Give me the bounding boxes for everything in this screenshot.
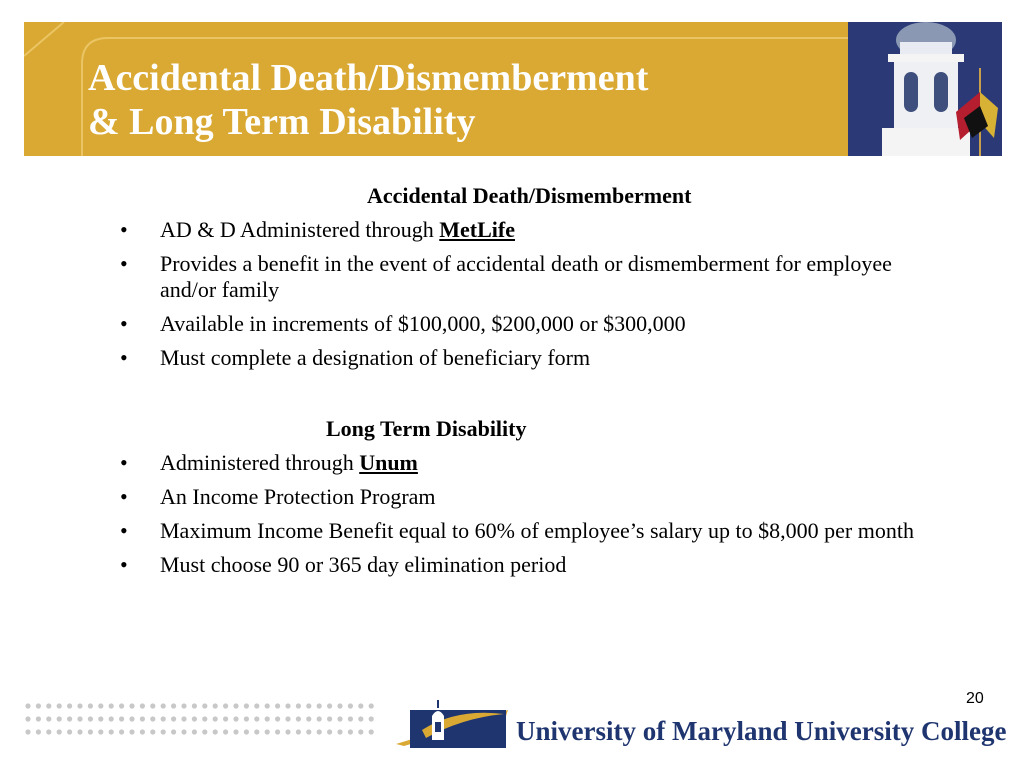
slide-title-line-2: & Long Term Disability (88, 101, 476, 143)
university-name: University of Maryland University College (516, 716, 1007, 746)
provider-name-unum: Unum (359, 450, 418, 475)
list-item (120, 311, 950, 337)
list-item (120, 450, 950, 476)
pattern-dot (150, 703, 155, 708)
slide-number: 20 (966, 690, 984, 707)
pattern-dot (77, 729, 82, 734)
section-heading-add: Accidental Death/Dismemberment (367, 183, 692, 208)
ltd-bullet-list (120, 450, 950, 586)
pattern-dot (337, 729, 342, 734)
pattern-dot (223, 716, 228, 721)
bullet-icon: • (120, 311, 128, 336)
pattern-dot (67, 729, 72, 734)
pattern-dot (202, 703, 207, 708)
pattern-dot (337, 716, 342, 721)
pattern-dot (67, 716, 72, 721)
pattern-dot (296, 729, 301, 734)
pattern-dot (109, 716, 114, 721)
pattern-dot (109, 703, 114, 708)
list-item (120, 217, 950, 243)
pattern-dot (348, 703, 353, 708)
pattern-dot (57, 703, 62, 708)
bullet-text: Must choose 90 or 365 day elimination period (160, 552, 567, 577)
add-bullet-list (120, 217, 950, 379)
pattern-dot (192, 703, 197, 708)
pattern-dot (369, 729, 374, 734)
dot-pattern-icon (24, 702, 384, 746)
title-banner (24, 22, 1002, 156)
list-item (120, 484, 950, 510)
pattern-dot (254, 703, 259, 708)
pattern-dot (317, 703, 322, 708)
provider-name-metlife: MetLife (439, 217, 515, 242)
pattern-dot (140, 716, 145, 721)
pattern-dot (369, 716, 374, 721)
pattern-dot (275, 716, 280, 721)
bullet-text: Available in increments of $100,000, $200,000 or $300,000 (160, 311, 686, 336)
pattern-dot (36, 703, 41, 708)
pattern-dot (171, 729, 176, 734)
pattern-dot (57, 716, 62, 721)
pattern-dot (296, 703, 301, 708)
pattern-dot (254, 729, 259, 734)
pattern-dot (181, 729, 186, 734)
pattern-dot (25, 716, 30, 721)
umuc-cupola-logo-icon (396, 694, 512, 750)
pattern-dot (233, 703, 238, 708)
pattern-dot (150, 729, 155, 734)
pattern-dot (140, 729, 145, 734)
bullet-icon: • (120, 217, 128, 242)
slide-title-line-1: Accidental Death/Dismemberment (88, 57, 649, 99)
pattern-dot (36, 716, 41, 721)
pattern-dot (213, 716, 218, 721)
pattern-dot (223, 703, 228, 708)
pattern-dot (265, 716, 270, 721)
pattern-dot (119, 729, 124, 734)
pattern-dot (306, 716, 311, 721)
pattern-dot (129, 729, 134, 734)
bullet-icon: • (120, 518, 128, 543)
pattern-dot (358, 703, 363, 708)
pattern-dot (161, 729, 166, 734)
pattern-dot (265, 703, 270, 708)
pattern-dot (348, 716, 353, 721)
pattern-dot (129, 716, 134, 721)
pattern-dot (46, 716, 51, 721)
pattern-dot (337, 703, 342, 708)
bullet-text: Must complete a designation of beneficiary form (160, 345, 591, 370)
pattern-dot (119, 703, 124, 708)
slide-title (88, 56, 648, 144)
pattern-dot (223, 729, 228, 734)
pattern-dot (192, 729, 197, 734)
pattern-dot (306, 703, 311, 708)
bullet-text: Administered through (160, 450, 360, 475)
pattern-dot (285, 716, 290, 721)
pattern-dot (327, 703, 332, 708)
pattern-dot (88, 716, 93, 721)
pattern-dot (244, 729, 249, 734)
pattern-dot (88, 729, 93, 734)
pattern-dot (244, 716, 249, 721)
bullet-icon: • (120, 251, 128, 276)
pattern-dot (140, 703, 145, 708)
pattern-dot (296, 716, 301, 721)
pattern-dot (46, 729, 51, 734)
pattern-dot (348, 729, 353, 734)
pattern-dot (88, 703, 93, 708)
pattern-dot (213, 729, 218, 734)
pattern-dot (46, 703, 51, 708)
bullet-icon: • (120, 552, 128, 577)
bullet-text: AD & D Administered through (160, 217, 440, 242)
pattern-dot (233, 716, 238, 721)
bullet-icon: • (120, 450, 128, 475)
pattern-dot (317, 729, 322, 734)
pattern-dot (98, 729, 103, 734)
list-item (120, 518, 950, 544)
pattern-dot (67, 703, 72, 708)
pattern-dot (25, 729, 30, 734)
pattern-dot (109, 729, 114, 734)
pattern-dot (57, 729, 62, 734)
pattern-dot (161, 716, 166, 721)
pattern-dot (25, 703, 30, 708)
pattern-dot (358, 716, 363, 721)
list-item (120, 345, 950, 371)
cupola-photo-icon (848, 22, 1002, 156)
pattern-dot (202, 716, 207, 721)
pattern-dot (150, 716, 155, 721)
pattern-dot (77, 703, 82, 708)
pattern-dot (171, 716, 176, 721)
pattern-dot (285, 703, 290, 708)
pattern-dot (327, 729, 332, 734)
pattern-dot (213, 703, 218, 708)
list-item (120, 552, 950, 578)
section-heading-ltd: Long Term Disability (326, 416, 527, 441)
pattern-dot (306, 729, 311, 734)
pattern-dot (129, 703, 134, 708)
pattern-dot (77, 716, 82, 721)
pattern-dot (202, 729, 207, 734)
bullet-text: Provides a benefit in the event of accidental death or dismemberment for employee and/or family (160, 251, 892, 302)
bullet-icon: • (120, 484, 128, 509)
pattern-dot (36, 729, 41, 734)
pattern-dot (265, 729, 270, 734)
pattern-dot (317, 716, 322, 721)
pattern-dot (161, 703, 166, 708)
pattern-dot (181, 703, 186, 708)
pattern-dot (369, 703, 374, 708)
pattern-dot (98, 703, 103, 708)
pattern-dot (254, 716, 259, 721)
pattern-dot (171, 703, 176, 708)
pattern-dot (98, 716, 103, 721)
pattern-dot (275, 729, 280, 734)
pattern-dot (119, 716, 124, 721)
pattern-dot (244, 703, 249, 708)
pattern-dot (285, 729, 290, 734)
pattern-dot (327, 716, 332, 721)
bullet-text: Maximum Income Benefit equal to 60% of employee’s salary up to $8,000 per month (160, 518, 914, 543)
bullet-text: An Income Protection Program (160, 484, 436, 509)
list-item (120, 251, 950, 303)
pattern-dot (275, 703, 280, 708)
bullet-icon: • (120, 345, 128, 370)
pattern-dot (358, 729, 363, 734)
pattern-dot (181, 716, 186, 721)
pattern-dot (192, 716, 197, 721)
pattern-dot (233, 729, 238, 734)
